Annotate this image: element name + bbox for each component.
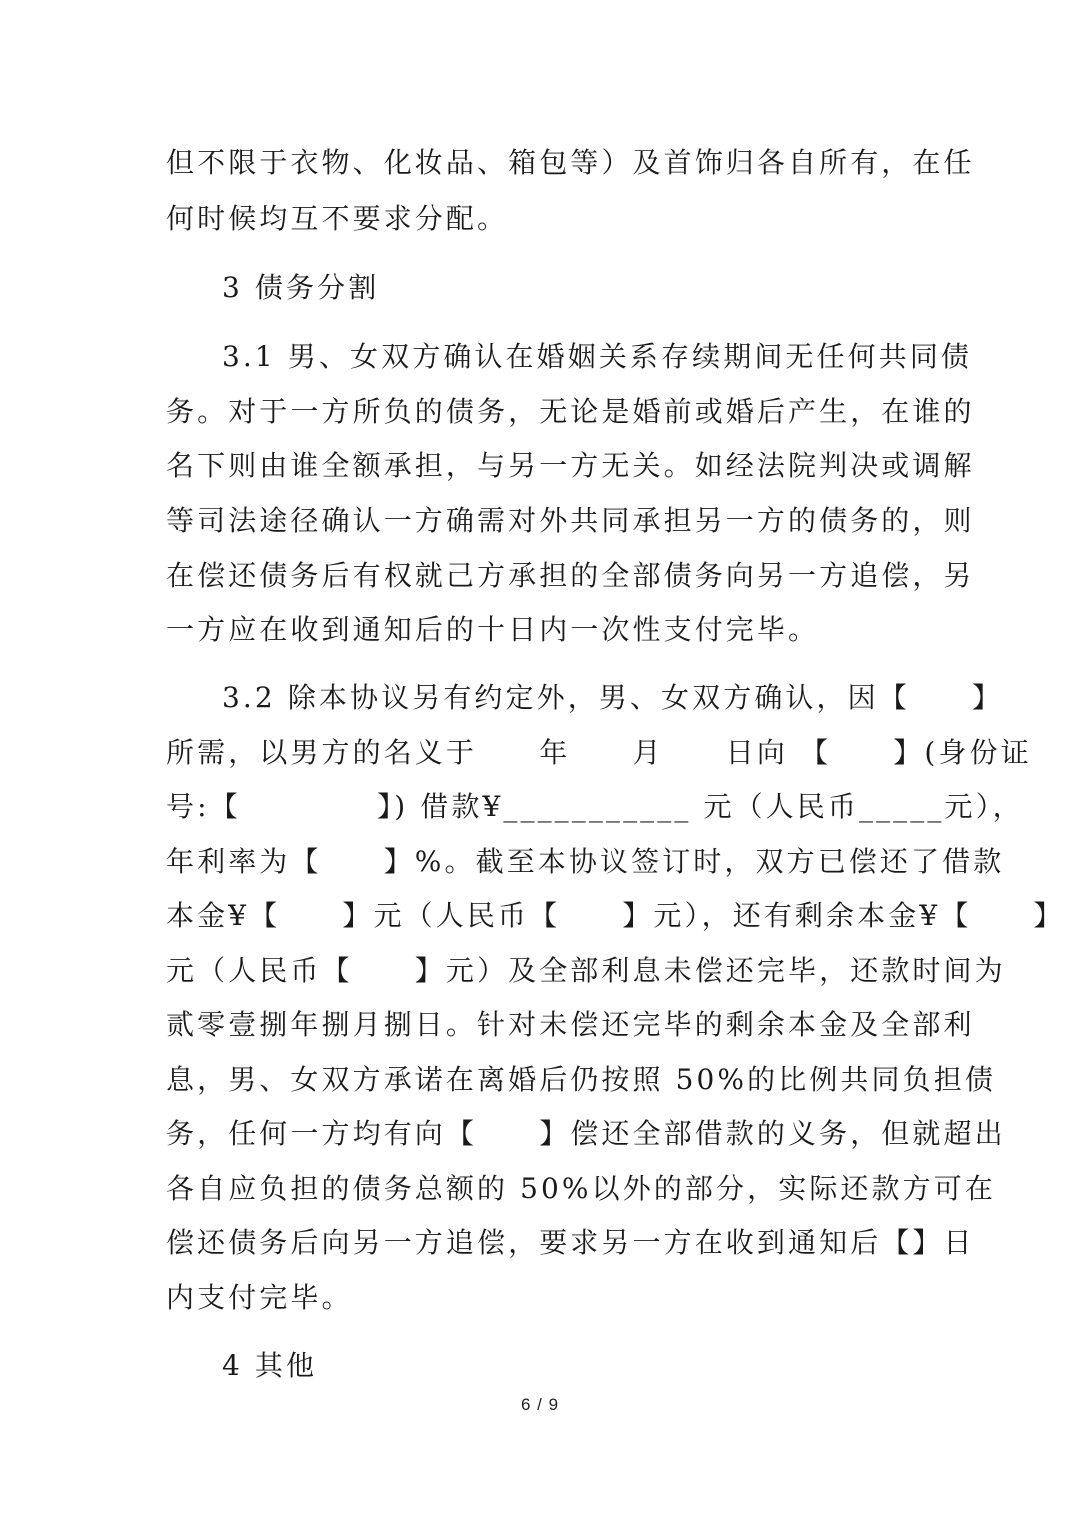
- text-line: 偿还债务后向另一方追偿，要求另一方在收到通知后【】日: [166, 1226, 975, 1259]
- section-heading: 4 其他: [222, 1349, 318, 1382]
- text-line: 所需，以男方的名义于 年 月 日向 【 】(身份证: [166, 736, 1032, 769]
- text-line: 名下则由谁全额承担，与另一方无关。如经法院判决或调解: [166, 449, 975, 482]
- text-line: 年利率为【 】%。截至本协议签订时，双方已偿还了借款: [166, 845, 1005, 878]
- text-line: 3.2 除本协议另有约定外，男、女双方确认，因【 】: [222, 681, 1004, 714]
- text-line: 务，任何一方均有向【 】偿还全部借款的义务，但就超出: [166, 1117, 1006, 1150]
- text-line: 何时候均互不要求分配。: [166, 202, 509, 235]
- section-heading: 3 债务分割: [222, 271, 380, 304]
- text-line: 贰零壹捌年捌月捌日。针对未偿还完毕的剩余本金及全部利: [166, 1008, 975, 1041]
- text-line: 本金¥【 】元（人民币【 】元），还有剩余本金¥【 】: [166, 899, 1065, 932]
- text-line: 息，男、女双方承诺在离婚后仍按照 50%的比例共同负担债: [166, 1063, 996, 1096]
- text-line: 在偿还债务后有权就己方承担的全部债务向另一方追偿，另: [166, 559, 975, 592]
- text-line: 内支付完毕。: [166, 1281, 353, 1314]
- text-line: 务。对于一方所负的债务，无论是婚前或婚后产生，在谁的: [166, 395, 975, 428]
- text-line: 各自应负担的债务总额的 50%以外的部分，实际还款方可在: [166, 1172, 996, 1205]
- text-line: 3.1 男、女双方确认在婚姻关系存续期间无任何共同债: [222, 340, 973, 373]
- page-number: 6 / 9: [520, 1395, 560, 1414]
- text-line: 号:【 】) 借款¥___________ 元（人民币_____元），: [166, 790, 1024, 823]
- text-line: 等司法途径确认一方确需对外共同承担另一方的债务的，则: [166, 504, 975, 537]
- text-line: 但不限于衣物、化妆品、箱包等）及首饰归各自所有，在任: [166, 146, 975, 179]
- text-line: 一方应在收到通知后的十日内一次性支付完毕。: [166, 613, 820, 646]
- text-line: 元（人民币【 】元）及全部利息未偿还完毕，还款时间为: [166, 954, 1006, 987]
